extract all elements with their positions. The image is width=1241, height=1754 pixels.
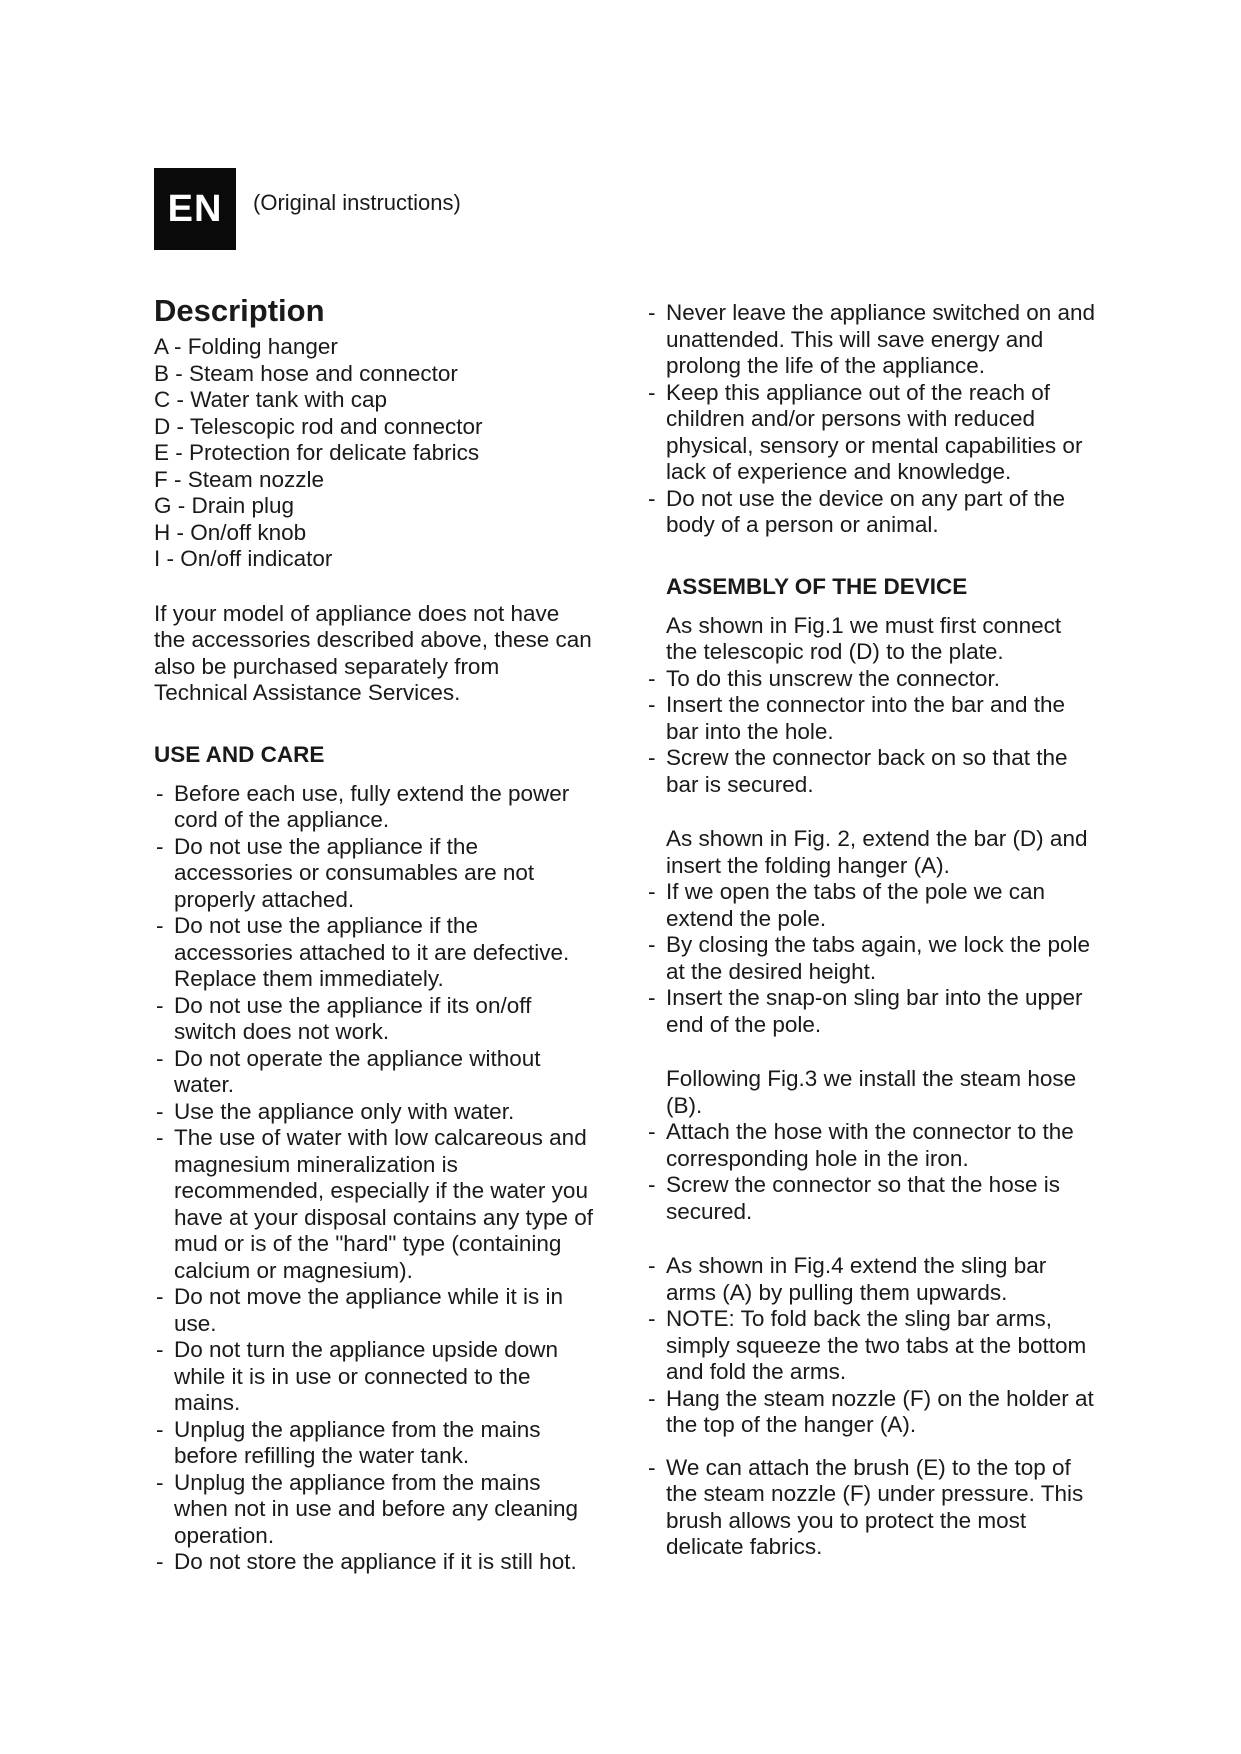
list-item: - Screw the connector so that the hose is secured.	[646, 1172, 1096, 1225]
list-item: - Do not use the device on any part of the body of a person or animal.	[646, 486, 1096, 539]
parts-list	[154, 334, 594, 573]
left-column	[154, 292, 594, 1576]
assembly-steps-fig4	[646, 1253, 1096, 1439]
part-item: I - On/off indicator	[154, 546, 333, 571]
list-item: - Do not turn the appliance upside down while it is in use or connected to the mains.	[154, 1337, 594, 1417]
description-title: Description	[154, 293, 325, 328]
list-item: - As shown in Fig.4 extend the sling bar arms (A) by pulling them upwards.	[646, 1253, 1096, 1306]
list-item: - By closing the tabs again, we lock the pole at the desired height.	[646, 932, 1096, 985]
list-item: - Before each use, fully extend the power cord of the appliance.	[154, 781, 594, 834]
part-item: D - Telescopic rod and connector	[154, 413, 483, 439]
assembly-steps-fig1	[646, 666, 1096, 799]
list-item: - Insert the connector into the bar and the bar into the hole.	[646, 692, 1096, 745]
accessories-note: If your model of appliance does not have the accessories described above, these can also be purchased separately from Technical Assistance Services.	[154, 600, 592, 705]
use-and-care-list	[154, 781, 594, 1576]
right-column	[646, 300, 1096, 1561]
list-item: - To do this unscrew the connector.	[646, 666, 1096, 693]
list-item: - Never leave the appliance switched on and unattended. This will save energy and prolong the life of the appliance.	[646, 300, 1096, 380]
assembly-steps-fig3	[646, 1119, 1096, 1225]
assembly-title: ASSEMBLY OF THE DEVICE	[666, 573, 968, 599]
use-and-care-title: USE AND CARE	[154, 741, 325, 767]
list-item: - Screw the connector back on so that the bar is secured.	[646, 745, 1096, 798]
language-code: EN	[167, 187, 223, 230]
list-item: - Hang the steam nozzle (F) on the holder at the top of the hanger (A).	[646, 1386, 1096, 1439]
original-instructions-note: (Original instructions)	[253, 190, 461, 215]
list-item: - If we open the tabs of the pole we can extend the pole.	[646, 879, 1096, 932]
part-item: A - Folding hanger	[154, 334, 338, 359]
part-item: G - Drain plug	[154, 493, 295, 518]
list-item: - Attach the hose with the connector to the corresponding hole in the iron.	[646, 1119, 1096, 1172]
assembly-intro-fig1: As shown in Fig.1 we must first connect the telescopic rod (D) to the plate.	[666, 612, 1062, 664]
part-item: B - Steam hose and connector	[154, 360, 458, 386]
part-item: C - Water tank with cap	[154, 387, 387, 412]
list-item: - Unplug the appliance from the mains when not in use and before any cleaning operation.	[154, 1470, 594, 1550]
part-item: E - Protection for delicate fabrics	[154, 440, 480, 465]
list-item: - Do not move the appliance while it is in use.	[154, 1284, 594, 1337]
list-item: - NOTE: To fold back the sling bar arms, simply squeeze the two tabs at the bottom and fold the arms.	[646, 1306, 1096, 1386]
list-item: - Do not use the appliance if its on/off switch does not work.	[154, 993, 594, 1046]
assembly-intro-fig3: Following Fig.3 we install the steam hose (B).	[666, 1066, 1077, 1118]
language-badge	[154, 168, 236, 250]
assembly-intro-fig2: As shown in Fig. 2, extend the bar (D) and insert the folding hanger (A).	[666, 826, 1088, 878]
list-item: - Do not store the appliance if it is still hot.	[154, 1549, 594, 1576]
part-item: F - Steam nozzle	[154, 466, 325, 492]
part-item: H - On/off knob	[154, 519, 307, 545]
list-item: - Use the appliance only with water.	[154, 1099, 594, 1126]
list-item: - Keep this appliance out of the reach of children and/or persons with reduced physical, sensory or mental capabilities or lack of experience and knowledge.	[646, 380, 1096, 486]
assembly-steps-fig2	[646, 879, 1096, 1038]
list-item: - Do not operate the appliance without water.	[154, 1046, 594, 1099]
use-and-care-list-continued	[646, 300, 1096, 539]
list-item: - Unplug the appliance from the mains before refilling the water tank.	[154, 1417, 594, 1470]
list-item: - Insert the snap-on sling bar into the upper end of the pole.	[646, 985, 1096, 1038]
list-item: - We can attach the brush (E) to the top of the steam nozzle (F) under pressure. This brush allows you to protect the most delicate fabrics.	[646, 1455, 1096, 1561]
assembly-steps-brush	[646, 1455, 1096, 1561]
list-item: - The use of water with low calcareous and magnesium mineralization is recommended, especially if the water you have at your disposal contains any type of mud or is of the "hard" type (containing calcium or magnesium).	[154, 1125, 594, 1284]
list-item: - Do not use the appliance if the accessories attached to it are defective. Replace them immediately.	[154, 913, 594, 993]
list-item: - Do not use the appliance if the accessories or consumables are not properly attached.	[154, 834, 594, 914]
